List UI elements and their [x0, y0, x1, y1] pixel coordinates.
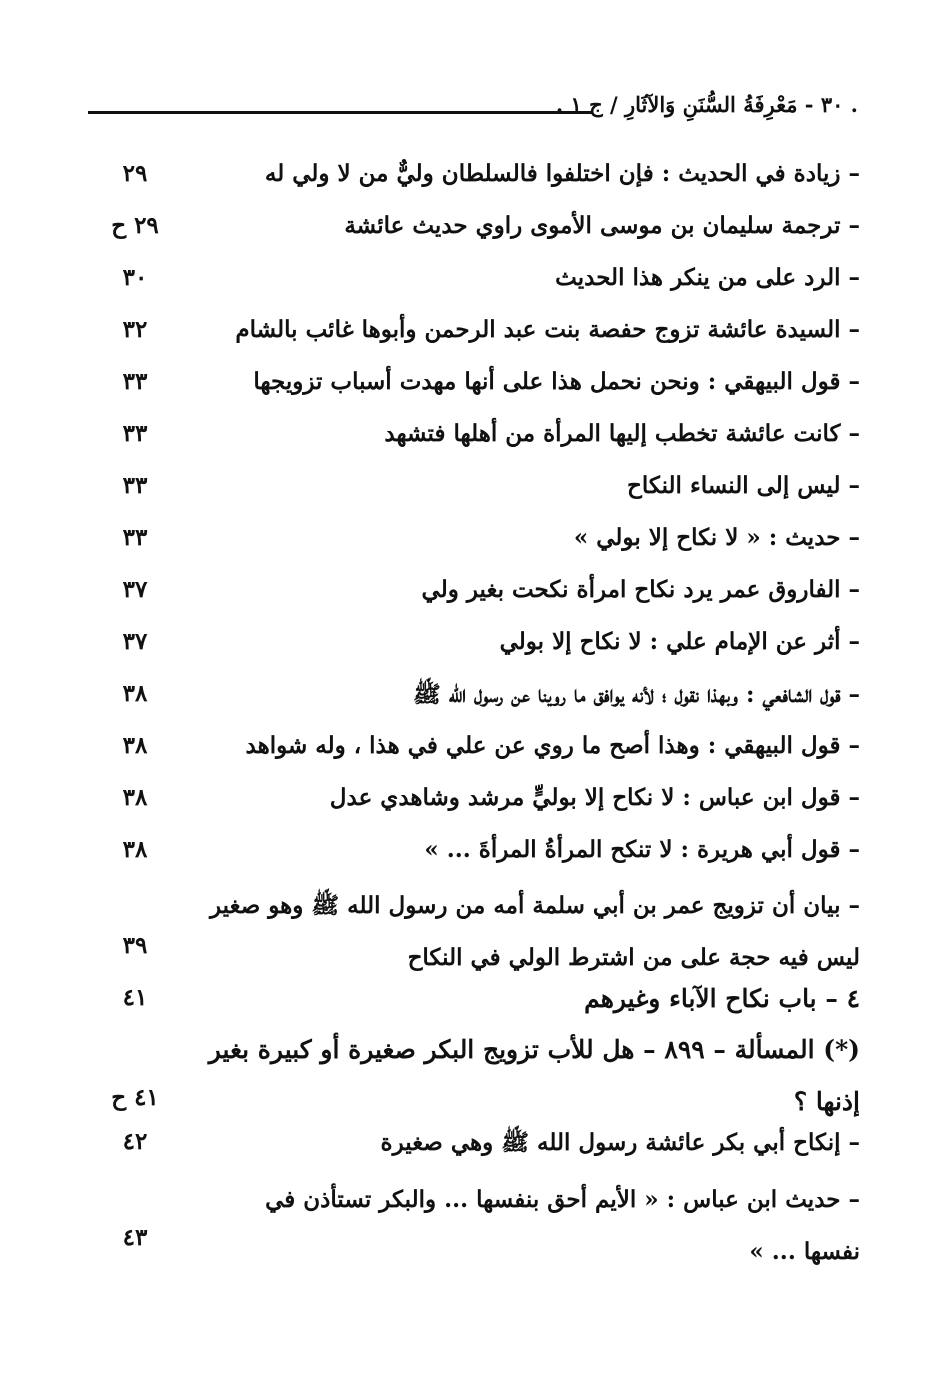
toc-page-number: ٣٣	[122, 368, 148, 395]
toc-entry-text: – حديث ابن عباس : « الأيم أحق بنفسها ... والبكر تستأذن في نفسها ... »	[265, 1186, 860, 1265]
toc-entry-text: – قول البيهقي : وهذا أصح ما روي عن علي في هذا ، وله شواهد	[245, 732, 860, 759]
toc-entry-text: – ليس إلى النساء النكاح	[627, 472, 860, 499]
toc-entry-text: – كانت عائشة تخطب إليها المرأة من أهلها فتشهد	[384, 420, 860, 447]
toc-page-number: ٣٣	[122, 524, 148, 551]
toc-page-number: ٤١	[122, 984, 148, 1011]
toc-page-number: ٣٢	[122, 316, 148, 343]
toc-page-number: ٢٩	[122, 160, 148, 187]
toc-page-number: ٣٣	[122, 420, 148, 447]
toc-page-number: ٢٩ ح	[111, 212, 159, 239]
toc-page-number: ٣٧	[122, 576, 148, 603]
toc-page-number: ٣٧	[122, 628, 148, 655]
toc-page-number: ٤١ ح	[111, 1084, 159, 1111]
header-title: . ٣٠ - مَعْرِفَةُ السُّنَنِ وَالآثَارِ / ج ١ .	[555, 92, 858, 117]
toc-entry-text: – إنكاح أبي بكر عائشة رسول الله ﷺ وهي صغيرة	[380, 1129, 860, 1156]
toc-page-number: ٣٨	[122, 680, 148, 707]
toc-entry-text: (*) المسألة – ٨٩٩ – هل للأب تزويج البكر صغيرة أو كبيرة بغير إذنها ؟	[208, 1035, 860, 1116]
toc-entry-text: – السيدة عائشة تزوج حفصة بنت عبد الرحمن وأبوها غائب بالشام	[235, 316, 860, 343]
toc-entry-text: – قول ابن عباس : لا نكاح إلا بوليٍّ مرشد وشاهدي عدل	[329, 784, 860, 811]
toc-entry-text: – زيادة في الحديث : فإن اختلفوا فالسلطان وليٌّ من لا ولي له	[264, 160, 860, 187]
toc-entry-text: – الفاروق عمر يرد نكاح امرأة نكحت بغير ولي	[421, 576, 860, 603]
toc-entry-text: – ترجمة سليمان بن موسى الأموى راوي حديث عائشة	[344, 212, 860, 239]
toc-entry-text: – قول الشافعي : وبهذا نقول ؛ لأنه يوافق ما روينا عن رسول الله ﷺ	[413, 681, 860, 708]
toc-entry-text: – أثر عن الإمام علي : لا نكاح إلا بولي	[499, 628, 860, 655]
toc-page-number: ٤٢	[122, 1128, 148, 1155]
toc-page-number: ٤٣	[122, 1224, 148, 1251]
toc-entry-text: – الرد على من ينكر هذا الحديث	[555, 264, 860, 291]
toc-page-number: ٣٨	[122, 732, 148, 759]
toc-page-number: ٣٠	[122, 264, 148, 291]
toc-entry-text: – بيان أن تزويج عمر بن أبي سلمة أمه من رسول الله ﷺ وهو صغير ليس فيه حجة على من اشترط الولي في النكاح	[209, 892, 860, 971]
toc-entry-text: – قول أبي هريرة : لا تنكح المرأةُ المرأةَ ... »	[424, 836, 860, 863]
toc-entry-text: – حديث : « لا نكاح إلا بولي »	[573, 524, 860, 551]
toc-page-number: ٣٨	[122, 836, 148, 863]
toc-entry-text: – قول البيهقي : ونحن نحمل هذا على أنها مهدت أسباب تزويجها	[253, 368, 860, 395]
toc-page-number: ٣٩	[122, 932, 148, 959]
toc-entry-text: ٤ – باب نكاح الآباء وغيرهم	[584, 984, 860, 1013]
toc-page-number: ٣٨	[122, 784, 148, 811]
toc-page-number: ٣٣	[122, 472, 148, 499]
